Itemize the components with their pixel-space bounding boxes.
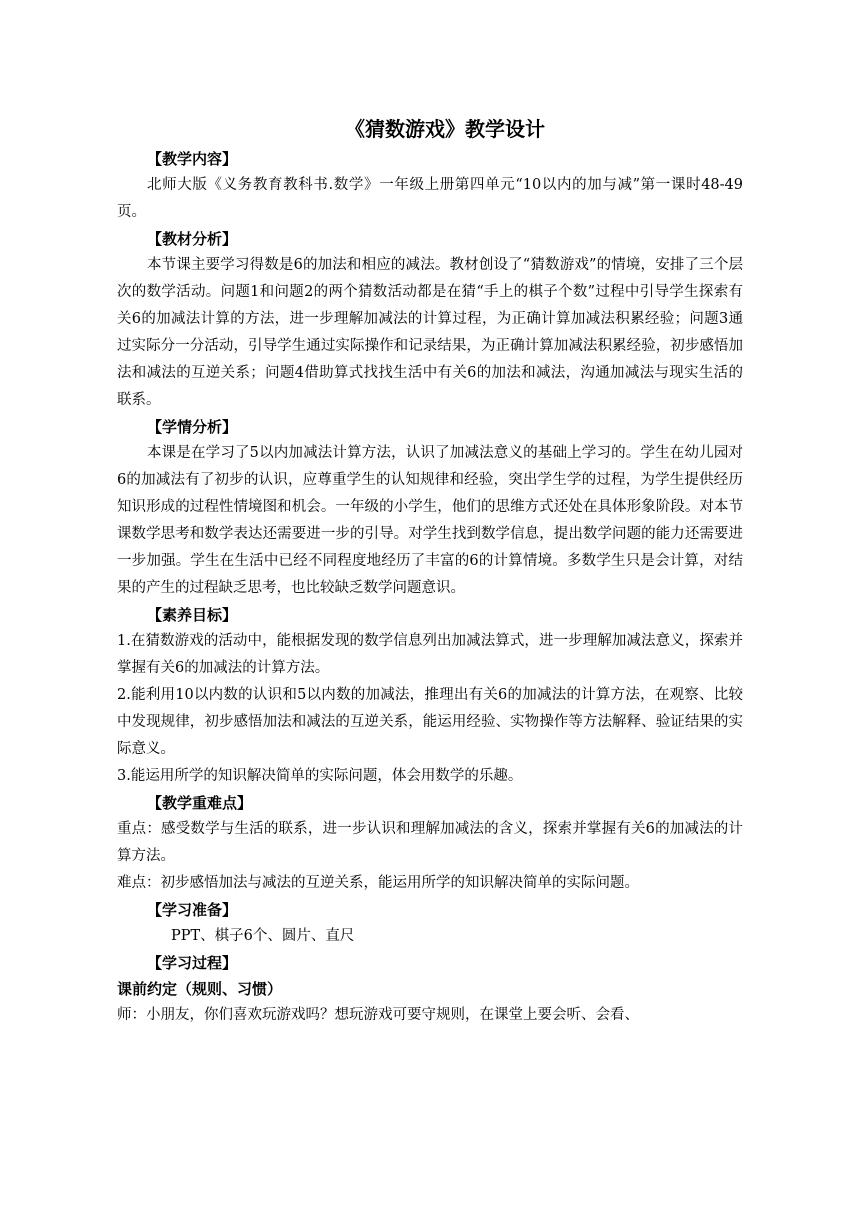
- document-title: 《猜数游戏》教学设计: [345, 117, 545, 141]
- section-heading-goals: 【素养目标】: [147, 606, 238, 624]
- goal-item-2: 2.能利用10以内数的认识和5以内数的加减法，推理出有关6的加减法的计算方法，在观察、比较中发现规律，初步感悟加法和减法的互逆关系，能运用经验、实物操作等方法解释、验证结果的实际意义。: [117, 687, 743, 757]
- section-heading-students: 【学情分析】: [147, 418, 238, 436]
- section-heading-material: 【教材分析】: [147, 230, 238, 248]
- process-paragraph: 师：小朋友，你们喜欢玩游戏吗？想玩游戏可要守规则，在课堂上要会听、会看、: [117, 1007, 639, 1023]
- keypoint-focus: 重点：感受数学与生活的联系，进一步认识和理解加减法的含义，探索并掌握有关6的加减法的计算方法。: [117, 821, 743, 864]
- students-paragraph: 本课是在学习了5以内加减法计算方法，认识了加减法意义的基础上学习的。学生在幼儿园对6的加减法有了初步的认识，应尊重学生的认知规律和经验，突出学生学的过程，为学生提供经历知识形成的过程性情境图和机会。一年级的小学生，他们的思维方式还处在具体形象阶段。对本节课数学思考和数学表达还需要进一步的引导。对学生找到数学信息，提出数学问题的能力还需要进一步加强。学生在生活中已经不同程度地经历了丰富的6的计算情境。多数学生只是会计算，对结果的产生的过程缺乏思考，也比较缺乏数学问题意识。: [117, 445, 743, 596]
- section-heading-prep: 【学习准备】: [147, 901, 238, 919]
- goal-item-3: 3.能运用所学的知识解决简单的实际问题，体会用数学的乐趣。: [117, 768, 523, 784]
- document-page: [117, 112, 743, 1029]
- process-subheading: 课前约定（规则、习惯）: [117, 980, 283, 998]
- content-paragraph: 北师大版《义务教育教科书.数学》一年级上册第四单元“10以内的加与减”第一课时48-49页。: [117, 177, 743, 220]
- prep-paragraph: PPT、棋子6个、圆片、直尺: [171, 928, 355, 944]
- section-heading-content: 【教学内容】: [147, 150, 238, 168]
- material-paragraph: 本节课主要学习得数是6的加法和相应的减法。教材创设了“猜数游戏”的情境，安排了三个层次的数学活动。问题1和问题2的两个猜数活动都是在猜“手上的棋子个数”过程中引导学生探索有关6的加减法计算的方法，进一步理解加减法的计算过程，为正确计算加减法积累经验；问题3通过实际分一分活动，引导学生通过实际操作和记录结果，为正确计算加减法积累经验，初步感悟加法和减法的互逆关系；问题4借助算式找找生活中有关6的加法和减法，沟通加减法与现实生活的联系。: [117, 257, 743, 408]
- goal-item-1: 1.在猜数游戏的活动中，能根据发现的数学信息列出加减法算式，进一步理解加减法意义，探索并掌握有关6的加减法的计算方法。: [117, 633, 743, 676]
- keypoint-difficulty: 难点：初步感悟加法与减法的互逆关系，能运用所学的知识解决简单的实际问题。: [117, 875, 639, 891]
- section-heading-process: 【学习过程】: [147, 954, 238, 972]
- section-heading-keypoints: 【教学重难点】: [147, 794, 253, 812]
